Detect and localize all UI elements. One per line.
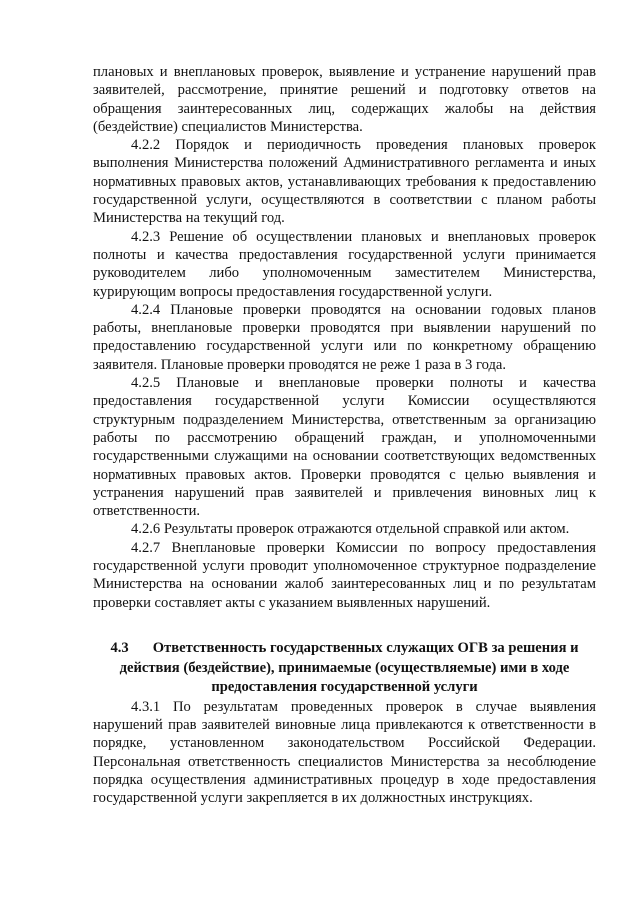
paragraph-4-3-1: 4.3.1 По результатам проведенных проверок в случае выявления нарушений прав заявителей виновные лица привлекаются к ответственности в порядке, установленном законодательством Российской Федерации. Персональная ответственность специалистов Министерства за несоблюдение порядка осуществления административных процедур в ходе предоставления государственной услуги закрепляется в их должностных инструкциях. — [93, 698, 596, 807]
paragraph-4-2-4: 4.2.4 Плановые проверки проводятся на основании годовых планов работы, внеплановые проверки проводятся при выявлении нарушений по предоставлению государственной услуги или по конкретному обращению заявителя. Плановые проверки проводятся не реже 1 раза в 3 года. — [93, 301, 596, 373]
paragraph-4-2-3: 4.2.3 Решение об осуществлении плановых и внеплановых проверок полноты и качества предоставления государственной услуги принимается руководителем либо уполномоченным заместителем Министерства, курирующим вопросы предоставления государственной услуги. — [93, 228, 596, 300]
paragraph-4-2-7: 4.2.7 Внеплановые проверки Комиссии по вопросу предоставления государственной услуги проводит уполномоченное структурное подразделение Министерства на основании жалоб заинтересованных лиц и по результатам проверки составляет акты с указанием выявленных нарушений. — [93, 539, 596, 611]
paragraph-4-2-5: 4.2.5 Плановые и внеплановые проверки полноты и качества предоставления государственной услуги Комиссии осуществляются структурным подразделением Министерства, ответственным за организацию работы по рассмотрению обращений граждан, и уполномоченными государственными служащими на основании соответствующих ведомственных нормативных правовых актов. Проверки проводятся с целью выявления и устранения нарушений прав заявителей и привлечения виновных лиц к ответственности. — [93, 375, 596, 520]
paragraph-4-2-6: 4.2.6 Результаты проверок отражаются отдельной справкой или актом. — [131, 521, 570, 538]
document-page — [93, 63, 596, 807]
section-heading — [93, 639, 596, 698]
section-title: Ответственность государственных служащих ОГВ за решения и действия (бездействие), принимаемые (осуществляемые) ими в ходе предоставления государственной услуги — [119, 639, 579, 696]
paragraph-4-2-2: 4.2.2 Порядок и периодичность проведения плановых проверок выполнения Министерства положений Административного регламента и иных нормативных правовых актов, устанавливающих требования к предоставлению государственной услуги, осуществляются в соответствии с планом работы Министерства на текущий год. — [93, 137, 596, 227]
section-number: 4.3 — [110, 639, 129, 656]
section-spacer — [93, 612, 596, 639]
paragraph-continuation: плановых и внеплановых проверок, выявление и устранение нарушений прав заявителей, рассмотрение, принятие решений и подготовку ответов на обращения заинтересованных лиц, содержащих жалобы на действия (бездействие) специалистов Министерства. — [93, 64, 596, 135]
